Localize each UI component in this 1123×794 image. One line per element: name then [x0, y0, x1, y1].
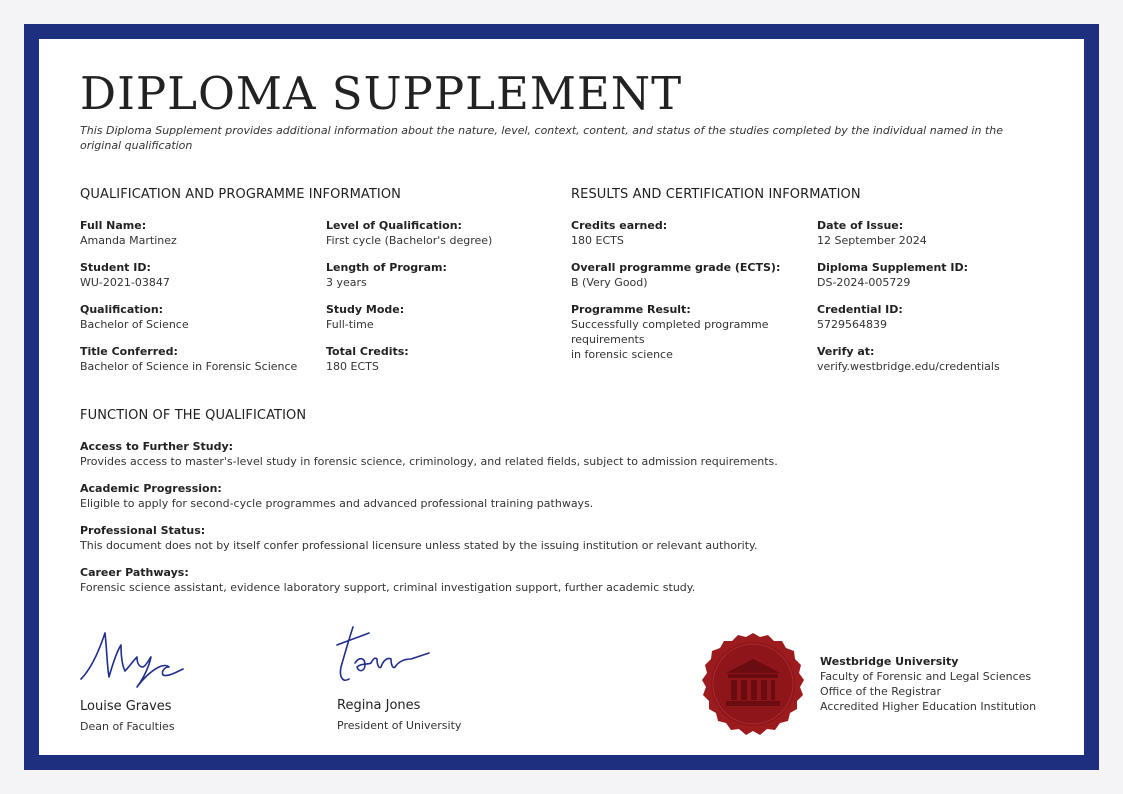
document-page — [39, 39, 1084, 755]
field-label: Credits earned: — [571, 219, 668, 232]
field-label: Title Conferred: — [80, 345, 178, 358]
field-value: First cycle (Bachelor's degree) — [326, 234, 493, 247]
field-value: 180 ECTS — [326, 360, 379, 373]
field-label: Programme Result: — [571, 303, 691, 316]
field-supplement-id — [817, 260, 1057, 302]
function-label: Career Pathways: — [80, 566, 189, 579]
field-value: Amanda Martinez — [80, 234, 177, 247]
qualification-left-column — [80, 218, 320, 386]
field-value: 3 years — [326, 276, 367, 289]
field-value: WU-2021-03847 — [80, 276, 170, 289]
institution-block — [820, 654, 1060, 714]
signatory-name: Louise Graves — [80, 699, 172, 714]
function-item-progression — [80, 481, 1040, 523]
function-item-professional-status — [80, 523, 1040, 565]
field-credits-earned — [571, 218, 811, 260]
qualification-heading: QUALIFICATION AND PROGRAMME INFORMATION — [80, 187, 402, 202]
function-list — [80, 439, 1040, 607]
field-study-mode — [326, 302, 566, 344]
field-level — [326, 218, 566, 260]
signatory-role: President of University — [337, 719, 462, 732]
function-label: Professional Status: — [80, 524, 206, 537]
function-value: This document does not by itself confer professional licensure unless stated by the issuing institution or relevant authority. — [80, 539, 758, 552]
field-value: Bachelor of Science — [80, 318, 189, 331]
signature-regina-jones — [333, 623, 433, 693]
institution-accreditation: Accredited Higher Education Institution — [820, 700, 1037, 713]
field-value: DS-2024-005729 — [817, 276, 911, 289]
field-credential-id — [817, 302, 1057, 344]
function-value: Eligible to apply for second-cycle programmes and advanced professional training pathways. — [80, 497, 594, 510]
field-label: Full Name: — [80, 219, 147, 232]
verify-url: verify.westbridge.edu/credentials — [817, 360, 1000, 373]
field-value: B (Very Good) — [571, 276, 648, 289]
results-left-column — [571, 218, 811, 362]
field-full-name — [80, 218, 320, 260]
function-heading: FUNCTION OF THE QUALIFICATION — [80, 408, 307, 423]
field-total-credits — [326, 344, 566, 386]
function-value: Forensic science assistant, evidence laboratory support, criminal investigation support, further academic study. — [80, 581, 696, 594]
function-label: Academic Progression: — [80, 482, 222, 495]
field-qualification — [80, 302, 320, 344]
document-border — [24, 24, 1099, 770]
signatory-name: Regina Jones — [337, 698, 421, 713]
qualification-right-column — [326, 218, 566, 386]
field-label: Credential ID: — [817, 303, 903, 316]
field-date-of-issue — [817, 218, 1057, 260]
function-item-career — [80, 565, 1040, 607]
field-label: Verify at: — [817, 345, 875, 358]
field-value: 12 September 2024 — [817, 234, 927, 247]
field-label: Student ID: — [80, 261, 151, 274]
field-length — [326, 260, 566, 302]
field-label: Length of Program: — [326, 261, 447, 274]
field-label: Level of Qualification: — [326, 219, 462, 232]
university-seal — [700, 631, 806, 737]
function-item-access — [80, 439, 1040, 481]
field-label: Date of Issue: — [817, 219, 904, 232]
field-student-id — [80, 260, 320, 302]
field-value: 5729564839 — [817, 318, 887, 331]
field-value: 180 ECTS — [571, 234, 624, 247]
field-programme-result — [571, 302, 811, 362]
field-value: Full-time — [326, 318, 374, 331]
institution-office: Office of the Registrar — [820, 685, 942, 698]
field-label: Study Mode: — [326, 303, 405, 316]
field-label: Qualification: — [80, 303, 164, 316]
field-title-conferred — [80, 344, 320, 386]
field-label: Total Credits: — [326, 345, 409, 358]
intro-text: This Diploma Supplement provides additional information about the nature, level, context, content, and status of the studies completed by the individual named in the original qualification — [80, 124, 1003, 152]
field-value: Bachelor of Science in Forensic Science — [80, 360, 298, 373]
results-right-column — [817, 218, 1057, 386]
field-overall-grade — [571, 260, 811, 302]
signatory-role: Dean of Faculties — [80, 720, 175, 733]
function-value: Provides access to master's-level study in forensic science, criminology, and related fields, subject to admission requirements. — [80, 455, 778, 468]
signature-louise-graves — [77, 621, 187, 691]
institution-faculty: Faculty of Forensic and Legal Sciences — [820, 670, 1032, 683]
function-label: Access to Further Study: — [80, 440, 234, 453]
field-verify-at — [817, 344, 1057, 386]
institution-name: Westbridge University — [820, 655, 959, 668]
document-title: DIPLOMA SUPPLEMENT — [80, 67, 683, 120]
results-heading: RESULTS AND CERTIFICATION INFORMATION — [571, 187, 861, 202]
field-label: Diploma Supplement ID: — [817, 261, 969, 274]
field-label: Overall programme grade (ECTS): — [571, 261, 781, 274]
field-value: Successfully completed programme requirements in forensic science — [571, 318, 769, 361]
